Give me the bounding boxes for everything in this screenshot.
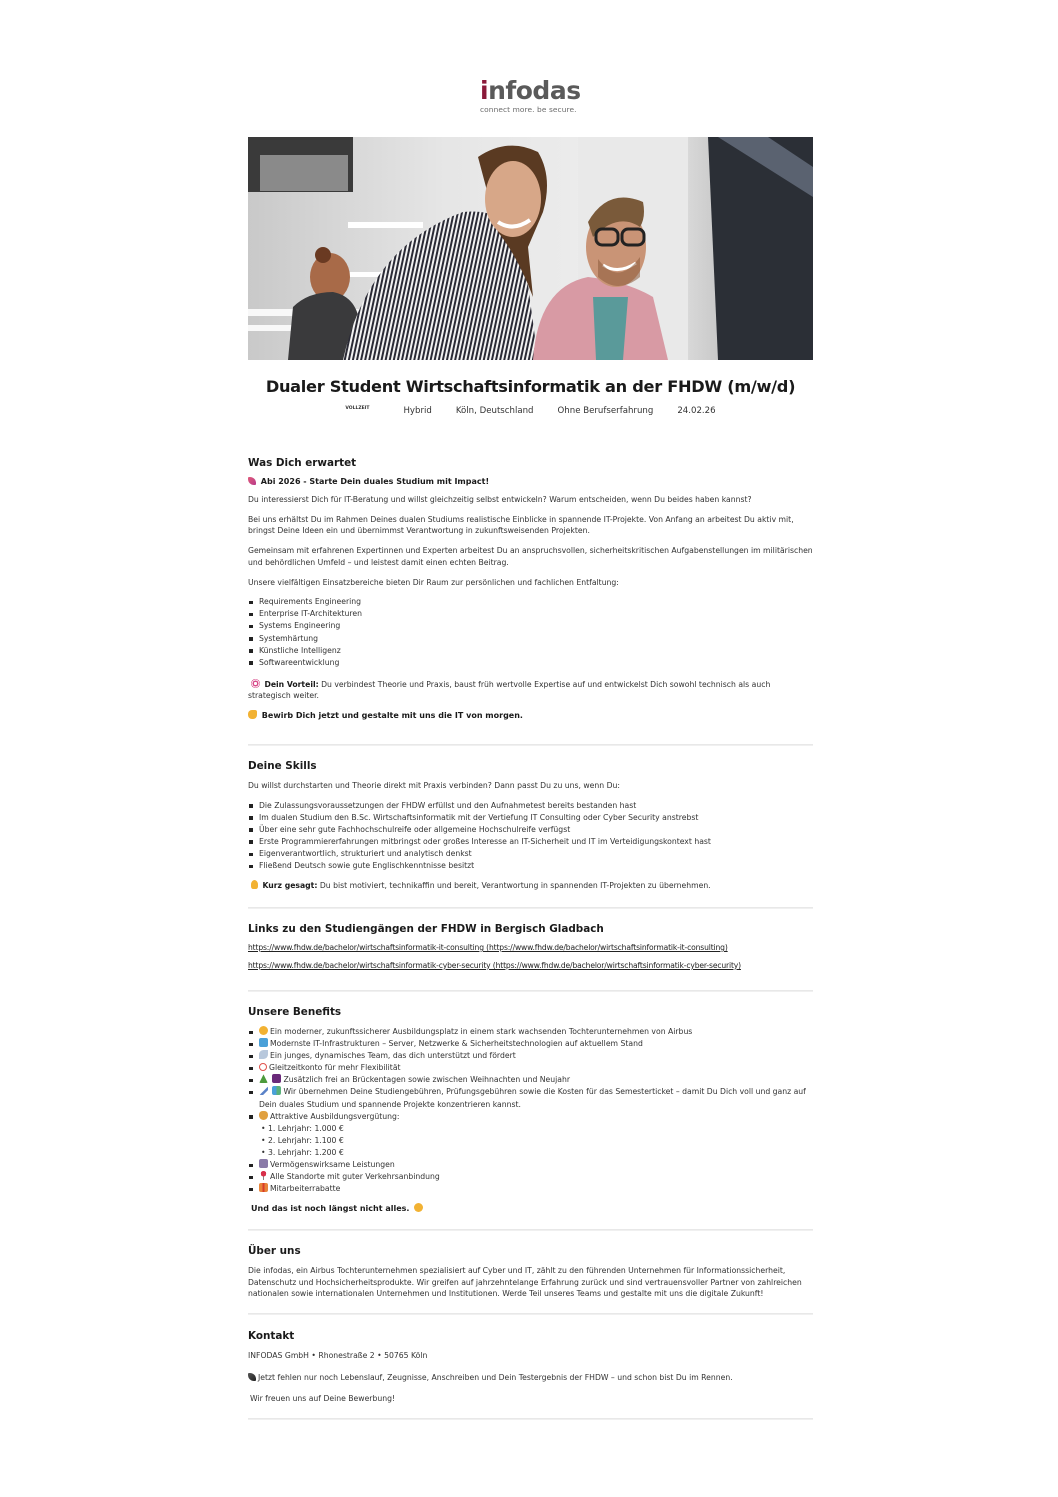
- list-item: Enterprise IT-Architekturen: [248, 608, 813, 620]
- section-divider: [248, 1229, 813, 1231]
- contact-address: INFODAS GmbH • Rhonestraße 2 • 50765 Köln: [248, 1351, 428, 1360]
- section-study-links: [248, 923, 813, 979]
- section-heading: Was Dich erwartet: [248, 457, 357, 469]
- study-link-it-consulting[interactable]: https://www.fhdw.de/bachelor/wirtschaftsinformatik-it-consulting (https://www.fhdw.de/bachelor/wirtschaftsinformatik-it-consulting): [248, 943, 728, 952]
- section-heading: Über uns: [248, 1245, 301, 1257]
- alarm-clock-icon: [259, 1063, 267, 1071]
- graduation-icon: [259, 1086, 268, 1095]
- list-item: Erste Programmiererfahrungen mitbringst oder großes Interesse an IT-Sicherheit und IT im Verteidigungskontext hast: [248, 836, 813, 848]
- gift-icon: [259, 1183, 268, 1192]
- salary-year-2: • 2. Lehrjahr: 1.100 €: [261, 1135, 344, 1145]
- section-divider: [248, 907, 813, 909]
- list-item: Systems Engineering: [248, 620, 813, 632]
- section-heading: Deine Skills: [248, 760, 317, 772]
- list-item: Eigenverantwortlich, strukturiert und analytisch denkst: [248, 848, 813, 860]
- work-mode: Hybrid: [403, 406, 432, 416]
- paragraph: Du willst durchstarten und Theorie direkt mit Praxis verbinden? Dann passt Du zu uns, wenn Du:: [248, 781, 620, 790]
- benefit-item: Wir übernehmen Deine Studiengebühren, Prüfungsgebühren sowie die Kosten für das Semesterticket – damit Du Dich voll und ganz auf Dein duales Studium und spannende Projekte konzentrieren kannst.: [248, 1086, 813, 1110]
- employment-type: VOLLZEIT: [345, 405, 370, 411]
- section-benefits: [248, 1006, 813, 1221]
- job-location: Köln, Deutschland: [455, 406, 534, 416]
- list-item: Fließend Deutsch sowie gute Englischkenntnisse besitzt: [248, 860, 813, 872]
- computer-icon: [259, 1038, 268, 1047]
- section-expectations: [248, 457, 813, 728]
- section-divider: [248, 990, 813, 992]
- intro-headline: Abi 2026 - Starte Dein duales Studium mit Impact!: [248, 477, 813, 486]
- advantage-paragraph: Dein Vorteil: Du verbindest Theorie und Praxis, baust früh wertvolle Expertise auf und entwickelst Dich sowohl technisch als auch strategisch weiter.: [248, 679, 771, 701]
- benefit-item: Ein junges, dynamisches Team, das dich unterstützt und fördert: [248, 1050, 813, 1062]
- list-item: Softwareentwicklung: [248, 657, 813, 669]
- contact-closing: Wir freuen uns auf Deine Bewerbung!: [250, 1394, 396, 1404]
- calendar-icon: [272, 1074, 281, 1083]
- tree-icon: [259, 1074, 268, 1083]
- hero-photo: [248, 137, 813, 360]
- list-item: Requirements Engineering: [248, 596, 813, 608]
- posting-date: 24.02.26: [677, 406, 716, 416]
- benefit-item: Attraktive Ausbildungsvergütung: • 1. Lehrjahr: 1.000 € • 2. Lehrjahr: 1.100 € • 3. Lehrjahr: 1.200 €: [248, 1111, 813, 1159]
- lightbulb-icon: [251, 880, 258, 889]
- list-item: Über eine sehr gute Fachhochschulreife oder allgemeine Hochschulreife verfügst: [248, 824, 813, 836]
- job-meta-row: [248, 406, 813, 416]
- list-item: Systemhärtung: [248, 633, 813, 645]
- section-heading: Unsere Benefits: [248, 1006, 342, 1018]
- section-skills: [248, 760, 813, 900]
- job-title: Dualer Student Wirtschaftsinformatik an der FHDW (m/w/d): [265, 377, 796, 396]
- company-logo: [480, 78, 584, 114]
- focus-area-list: [248, 596, 813, 669]
- bank-icon: [259, 1159, 268, 1168]
- list-item: Im dualen Studium den B.Sc. Wirtschaftsinformatik mit der Vertiefung IT Consulting oder Cyber Security anstrebst: [248, 812, 813, 824]
- pin-icon: [259, 1171, 268, 1180]
- section-divider: [248, 744, 813, 746]
- section-contact: [248, 1330, 813, 1413]
- benefit-item: Vermögenswirksame Leistungen: [248, 1159, 813, 1171]
- benefit-item: Alle Standorte mit guter Verkehrsanbindung: [248, 1171, 813, 1183]
- section-about: [248, 1245, 813, 1308]
- smiling-face-icon: [414, 1203, 423, 1212]
- benefit-item: Mitarbeiterrabatte: [248, 1183, 813, 1195]
- target-icon: [251, 679, 260, 688]
- rocket-icon: [248, 1373, 256, 1381]
- salary-year-1: • 1. Lehrjahr: 1.000 €: [261, 1123, 344, 1133]
- list-item: Künstliche Intelligenz: [248, 645, 813, 657]
- section-divider: [248, 1313, 813, 1315]
- list-item: Die Zulassungsvoraussetzungen der FHDW erfüllst und den Aufnahmetest bereits bestanden hast: [248, 800, 813, 812]
- benefit-item: Zusätzlich frei an Brückentagen sowie zwischen Weihnachten und Neujahr: [248, 1074, 813, 1086]
- experience-level: Ohne Berufserfahrung: [557, 406, 654, 416]
- pointing-hand-icon: [248, 710, 257, 719]
- benefit-item: Modernste IT-Infrastrukturen – Server, Netzwerke & Sicherheitstechnologien auf aktuellem Stand: [248, 1038, 813, 1050]
- logo-wordmark: infodas: [480, 76, 581, 105]
- books-icon: [272, 1086, 281, 1095]
- benefit-item: Gleitzeitkonto für mehr Flexibilität: [248, 1062, 813, 1074]
- benefits-closing: Und das ist noch längst nicht alles.: [251, 1203, 813, 1213]
- summary-paragraph: Kurz gesagt: Du bist motiviert, technikaffin und bereit, Verantwortung in spannenden IT-Projekten zu übernehmen.: [248, 880, 813, 892]
- call-to-action: Bewirb Dich jetzt und gestalte mit uns die IT von morgen.: [248, 710, 813, 720]
- salary-year-3: • 3. Lehrjahr: 1.200 €: [261, 1147, 344, 1157]
- paragraph: Unsere vielfältigen Einsatzbereiche bieten Dir Raum zur persönlichen und fachlichen Entfaltung:: [248, 577, 619, 587]
- section-heading: Kontakt: [248, 1330, 295, 1342]
- section-heading: Links zu den Studiengängen der FHDW in Bergisch Gladbach: [248, 923, 604, 935]
- paragraph: Gemeinsam mit erfahrenen Expertinnen und Experten arbeitest Du an anspruchsvollen, sicherheitskritischen Aufgabenstellungen im militärischen und behördlichen Umfeld – und leistest damit einen echten Beitrag.: [248, 546, 813, 567]
- contact-note: Jetzt fehlen nur noch Lebenslauf, Zeugnisse, Anschreiben und Dein Testergebnis der FHDW – und schon bist Du im Rennen.: [248, 1372, 813, 1384]
- paragraph: Die infodas, ein Airbus Tochterunternehmen spezialisiert auf Cyber und IT, zählt zu den führenden Unternehmen für Informationssicherheit, Datenschutz und Hochsicherheitsprodukte. Wir greifen auf jahrzehntelange Erfahrung zurück und sind vertrauensvoller Partner von zahlreichen nationalen sowie internationalen Unternehmen und Institutionen. Werde Teil unseres Teams und gestalte mit uns die digitale Zukunft!: [248, 1266, 802, 1299]
- paragraph: Du interessierst Dich für IT-Beratung und willst gleichzeitig selbst entwickeln? Warum entscheiden, wenn Du beides haben kannst?: [248, 495, 752, 504]
- airplane-icon: [259, 1050, 268, 1059]
- logo-tagline: connect more. be secure.: [480, 105, 577, 114]
- rocket-icon: [248, 477, 256, 485]
- money-bag-icon: [259, 1111, 268, 1120]
- paragraph: Bei uns erhältst Du im Rahmen Deines dualen Studiums realistische Einblicke in spannende IT-Projekte. Von Anfang an arbeitest Du aktiv mit, bringst Deine Ideen ein und übernimmst Verantwortung in zukunftsweisenden Projekten.: [248, 514, 794, 536]
- dizzy-star-icon: [259, 1026, 268, 1035]
- study-link-cyber-security[interactable]: https://www.fhdw.de/bachelor/wirtschaftsinformatik-cyber-security (https://www.fhdw.de/bachelor/wirtschaftsinformatik-cyber-security): [248, 961, 741, 970]
- section-divider: [248, 1418, 813, 1420]
- benefits-list: [248, 1026, 813, 1195]
- skills-list: [248, 800, 813, 873]
- benefit-item: Ein moderner, zukunftssicherer Ausbildungsplatz in einem stark wachsenden Tochterunternehmen von Airbus: [248, 1026, 813, 1038]
